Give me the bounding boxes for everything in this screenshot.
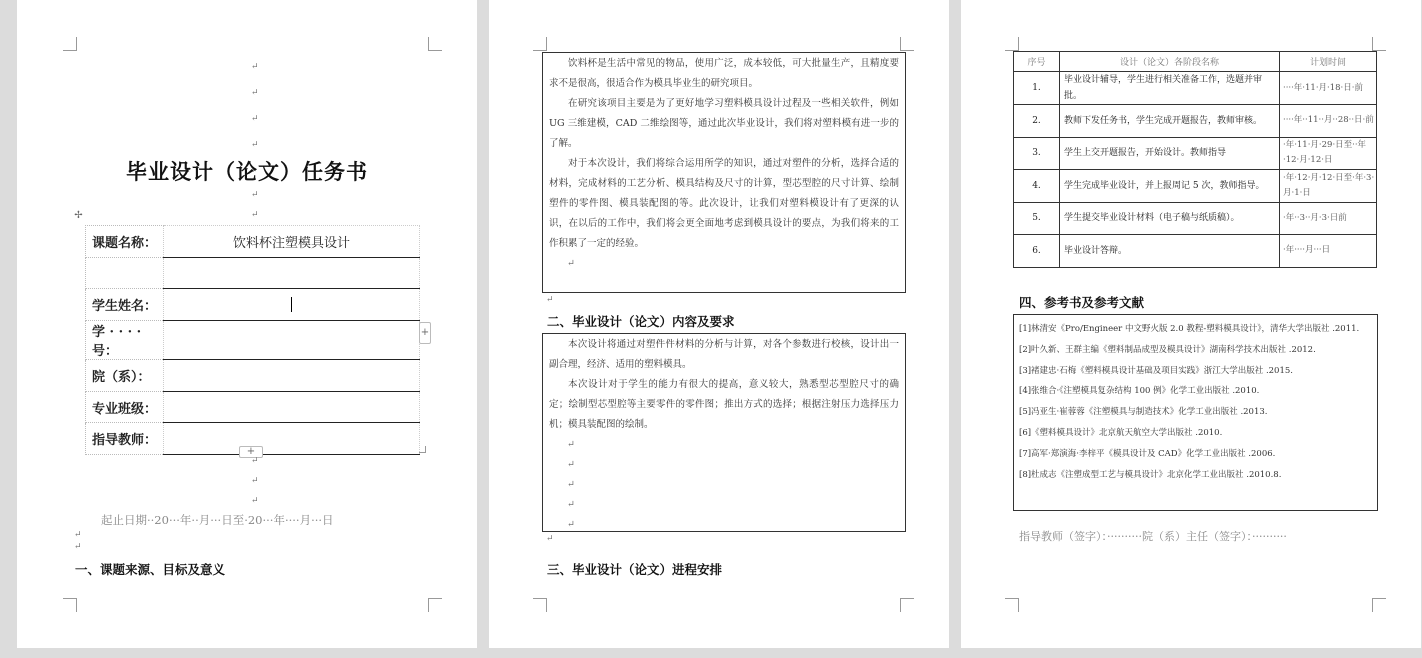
paragraph[interactable]: 对于本次设计，我们将综合运用所学的知识，通过对塑件的分析，选择合适的材料，完成材料的工艺分析、模具结构及尺寸的计算，型芯型腔的尺寸计算、绘制塑件的零件图、模具装配图的等。此次设计，让我们对塑料模设计有了更深的认识，在以后的工作中，我们将会更全面地考虑到模具设计的要点，为我们将来的工作积累了一定的经验。 [549,158,899,249]
paragraph-mark: ↵ [251,496,259,506]
schedule-stage[interactable]: 学生上交开题报告，开始设计。教师指导 [1060,137,1280,170]
paragraph-mark: ↵ [546,295,554,305]
schedule-row [1014,137,1377,170]
date-range-line[interactable]: 起止日期··20···年··月···日至·20···年····月···日 [101,513,334,527]
info-row [86,257,420,289]
table-resize-handle-icon[interactable] [419,446,426,453]
paragraph-mark: ↵ [251,456,259,466]
schedule-row [1014,202,1377,235]
document-page-1[interactable] [17,0,477,648]
schedule-header-stage: 设计（论文）各阶段名称 [1060,52,1280,72]
document-page-2[interactable] [489,0,949,648]
paragraph-mark: ↵ [251,210,259,220]
margin-corner-mark [63,37,77,51]
paragraph[interactable]: 饮料杯是生活中常见的物品，使用广泛，成本较低，可大批量生产，且精度要求不是很高，很适合作为模具毕业生的研究项目。 [549,58,899,89]
signature-line[interactable]: 指导教师（签字）：··········院（系）主任（签字）：·········· [1019,530,1287,543]
paragraph-mark: ↵ [251,62,259,72]
paragraph-mark: ↵ [546,534,554,544]
margin-corner-mark [900,598,914,612]
margin-corner-mark [1005,37,1019,51]
section-heading-1[interactable]: 一、课题来源、目标及意义 [75,562,226,577]
field-value-cell[interactable] [164,391,420,423]
margin-corner-mark [428,598,442,612]
schedule-time[interactable]: ····年··11··月··28··日·前 [1280,105,1377,138]
document-page-3[interactable] [961,0,1421,648]
schedule-stage[interactable]: 教师下发任务书，学生完成开题报告，教师审核。 [1060,105,1280,138]
reference-item[interactable]: [4]张维合·《注塑模具复杂结构 100 例》化学工业出版社 .2010. [1019,386,1260,397]
schedule-time[interactable]: ·年··3··月·3·日前 [1280,202,1377,235]
references-textbox[interactable] [1013,314,1378,511]
paragraph[interactable]: 本次设计对于学生的能力有很大的提高，意义较大，熟悉型芯型腔尺寸的确定；绘制型芯型腔等主要零件的零件图；推出方式的选择；根据注射压力选择压力机；模具装配图的绘制。 [549,379,899,430]
field-label: 学 · · · · 号： [86,321,164,360]
paragraph-mark: ↵ [567,499,575,510]
schedule-stage[interactable]: 学生完成毕业设计，并上报周记 5 次，教师指导。 [1060,170,1280,203]
info-row [86,360,420,392]
reference-item[interactable]: [2]叶久新、王群主编《塑料制品成型及模具设计》湖南科学技术出版社 .2012. [1019,344,1316,355]
text-cursor [291,297,292,312]
field-label [86,257,164,289]
info-row [86,226,420,258]
schedule-stage[interactable]: 学生提交毕业设计材料（电子稿与纸质稿）。 [1060,202,1280,235]
reference-item[interactable]: [1]林清安《Pro/Engineer 中文野火版 2.0 教程-塑料模具设计》，清华大学出版社 .2011. [1019,324,1360,334]
schedule-row [1014,72,1377,105]
schedule-stage[interactable]: 毕业设计辅导，学生进行相关准备工作，选题并审批。 [1060,72,1280,105]
schedule-time[interactable]: ·年·12·月·12·日至·年·3·月·1·日 [1280,170,1377,203]
section-heading-2[interactable]: 二、毕业设计（论文）内容及要求 [547,314,735,329]
paragraph-mark: ↵ [251,476,259,486]
paragraph-mark: ↵ [251,190,259,200]
schedule-row [1014,105,1377,138]
paragraph-mark: ↵ [567,439,575,450]
field-label: 专业班级： [86,391,164,423]
field-label: 院（系）： [86,360,164,392]
margin-corner-mark [533,598,547,612]
reference-item[interactable]: [8]杜成志《注塑成型工艺与模具设计》北京化学工业出版社 .2010.8. [1019,469,1282,480]
section-heading-3[interactable]: 三、毕业设计（论文）进程安排 [547,562,723,577]
field-value-cell[interactable] [164,423,420,455]
schedule-table [1013,51,1377,268]
paragraph[interactable]: 在研究该项目主要是为了更好地学习塑料模具设计过程及一些相关软件，例如 UG 三维建模，CAD 二维绘图等，通过此次毕业设计，我们将对塑料模有进一步的了解。 [549,98,899,149]
paragraph-mark: ↵ [74,530,82,540]
schedule-number[interactable]: 6. [1014,235,1060,268]
source-objective-textbox[interactable] [542,52,906,293]
reference-item[interactable]: [3]褚建忠·石梅《塑料模具设计基础及项目实践》浙江大学出版社 .2015. [1019,365,1293,376]
margin-corner-mark [533,37,547,51]
add-column-button[interactable]: + [419,322,431,344]
schedule-number[interactable]: 4. [1014,170,1060,203]
paragraph-mark: ↵ [74,542,82,552]
field-label: 课题名称： [86,226,164,258]
schedule-row [1014,170,1377,203]
schedule-number[interactable]: 1. [1014,72,1060,105]
field-value-cell[interactable] [164,289,420,321]
paragraph-mark: ↵ [251,140,259,150]
schedule-header-number: 序号 [1014,52,1060,72]
margin-corner-mark [1372,37,1386,51]
field-value-cell[interactable] [164,321,420,360]
margin-corner-mark [63,598,77,612]
add-row-button[interactable]: + [239,446,263,458]
document-title[interactable]: 毕业设计（论文）任务书 [126,159,368,184]
reference-item[interactable]: [7]高军·郑演海·李梓平《模具设计及 CAD》化学工业出版社 .2006. [1019,448,1276,459]
margin-corner-mark [1005,598,1019,612]
paragraph-mark: ↵ [567,258,575,269]
schedule-row [1014,235,1377,268]
margin-corner-mark [428,37,442,51]
table-move-handle-icon[interactable]: ✢ [74,210,83,221]
margin-corner-mark [1372,598,1386,612]
field-label: 学生姓名： [86,289,164,321]
margin-corner-mark [900,37,914,51]
paragraph-mark: ↵ [567,459,575,470]
reference-item[interactable]: [6]《塑料模具设计》北京航天航空大学出版社 .2010. [1019,427,1223,438]
schedule-header-time: 计划时间 [1280,52,1377,72]
student-info-table [85,225,420,455]
schedule-number[interactable]: 2. [1014,105,1060,138]
paragraph-mark: ↵ [567,519,575,530]
info-row [86,289,420,321]
content-requirements-textbox[interactable] [542,333,906,532]
schedule-stage[interactable]: 毕业设计答辩。 [1060,235,1280,268]
reference-item[interactable]: [5]冯亚生·崔蓉蓉《注塑模具与制造技术》化学工业出版社 .2013. [1019,407,1268,418]
field-value-cell[interactable] [164,257,420,289]
section-heading-4[interactable]: 四、参考书及参考文献 [1019,295,1145,310]
schedule-number[interactable]: 5. [1014,202,1060,235]
schedule-time[interactable]: ····年·11·月·18·日·前 [1280,72,1377,105]
field-value-cell[interactable]: 饮料杯注塑模具设计 [164,226,420,258]
schedule-time[interactable]: ·年·11·月·29·日至··年·12·月·12·日 [1280,137,1377,170]
paragraph-mark: ↵ [567,479,575,490]
info-row [86,391,420,423]
paragraph-mark: ↵ [251,88,259,98]
field-value-cell[interactable] [164,360,420,392]
schedule-time[interactable]: ·年····月···日 [1280,235,1377,268]
info-row [86,321,420,360]
paragraph-mark: ↵ [251,114,259,124]
schedule-number[interactable]: 3. [1014,137,1060,170]
field-label: 指导教师： [86,423,164,455]
paragraph[interactable]: 本次设计将通过对塑件件材料的分析与计算，对各个参数进行校核，设计出一副合理，经济、适用的塑料模具。 [549,339,899,370]
